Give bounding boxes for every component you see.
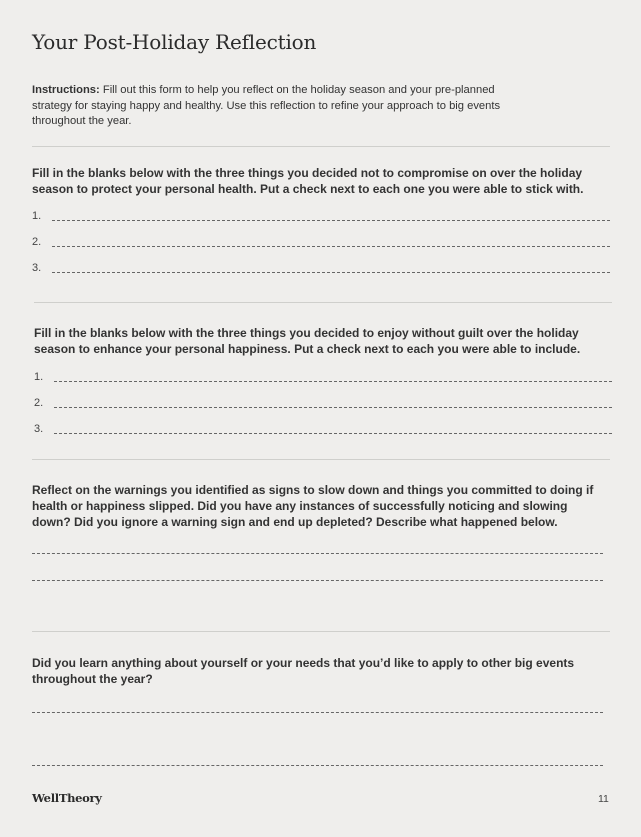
section2-blank-1[interactable]: [34, 371, 612, 385]
instructions: [32, 83, 502, 130]
section3-answer-line-2[interactable]: [32, 580, 603, 581]
blank-line: [54, 433, 612, 434]
section1-blank-2[interactable]: [32, 236, 610, 250]
divider: [32, 146, 610, 147]
instructions-text: Fill out this form to help you reflect on the holiday season and your pre-planned strategy for staying happy and healthy. Use this reflection to refine your approach to big events throughout the year.: [32, 84, 501, 127]
section2-blank-3[interactable]: [34, 423, 612, 437]
item-number: 2.: [32, 236, 42, 248]
blank-line: [52, 246, 610, 247]
instructions-label: Instructions:: [32, 84, 100, 96]
section1-prompt: Fill in the blanks below with the three things you decided not to compromise on over the holiday season to protect your personal health. Put a check next to each one you were able to stick with.: [32, 166, 584, 196]
blank-line: [54, 381, 612, 382]
section4-answer-line-2[interactable]: [32, 765, 603, 766]
page-title: Your Post-Holiday Reflection: [32, 30, 317, 54]
blank-line: [54, 407, 612, 408]
item-number: 1.: [32, 210, 42, 222]
page-number: 11: [598, 793, 609, 805]
divider: [34, 302, 612, 303]
item-number: 3.: [32, 262, 42, 274]
section2-prompt: Fill in the blanks below with the three things you decided to enjoy without guilt over the holiday season to enhance your personal happiness. Put a check next to each you were able to include.: [34, 326, 581, 356]
section1-blank-1[interactable]: [32, 210, 610, 224]
blank-line: [52, 272, 610, 273]
section1-blank-3[interactable]: [32, 262, 610, 276]
item-number: 2.: [34, 397, 44, 409]
section4-answer-line-1[interactable]: [32, 712, 603, 713]
welltheory-logo: WellTheory: [32, 791, 102, 805]
item-number: 3.: [34, 423, 44, 435]
divider: [32, 459, 610, 460]
blank-line: [52, 220, 610, 221]
section3-answer-line-1[interactable]: [32, 553, 603, 554]
item-number: 1.: [34, 371, 44, 383]
section3-prompt: Reflect on the warnings you identified as signs to slow down and things you committed to doing if health or happiness slipped. Did you have any instances of successfully noticing and slowing down? Did you ignore a warning sign and end up depleted? Describe what happened below.: [32, 483, 594, 529]
divider: [32, 631, 610, 632]
section2-blank-2[interactable]: [34, 397, 612, 411]
section4-prompt: Did you learn anything about yourself or your needs that you’d like to apply to other big events throughout the year?: [32, 656, 575, 686]
